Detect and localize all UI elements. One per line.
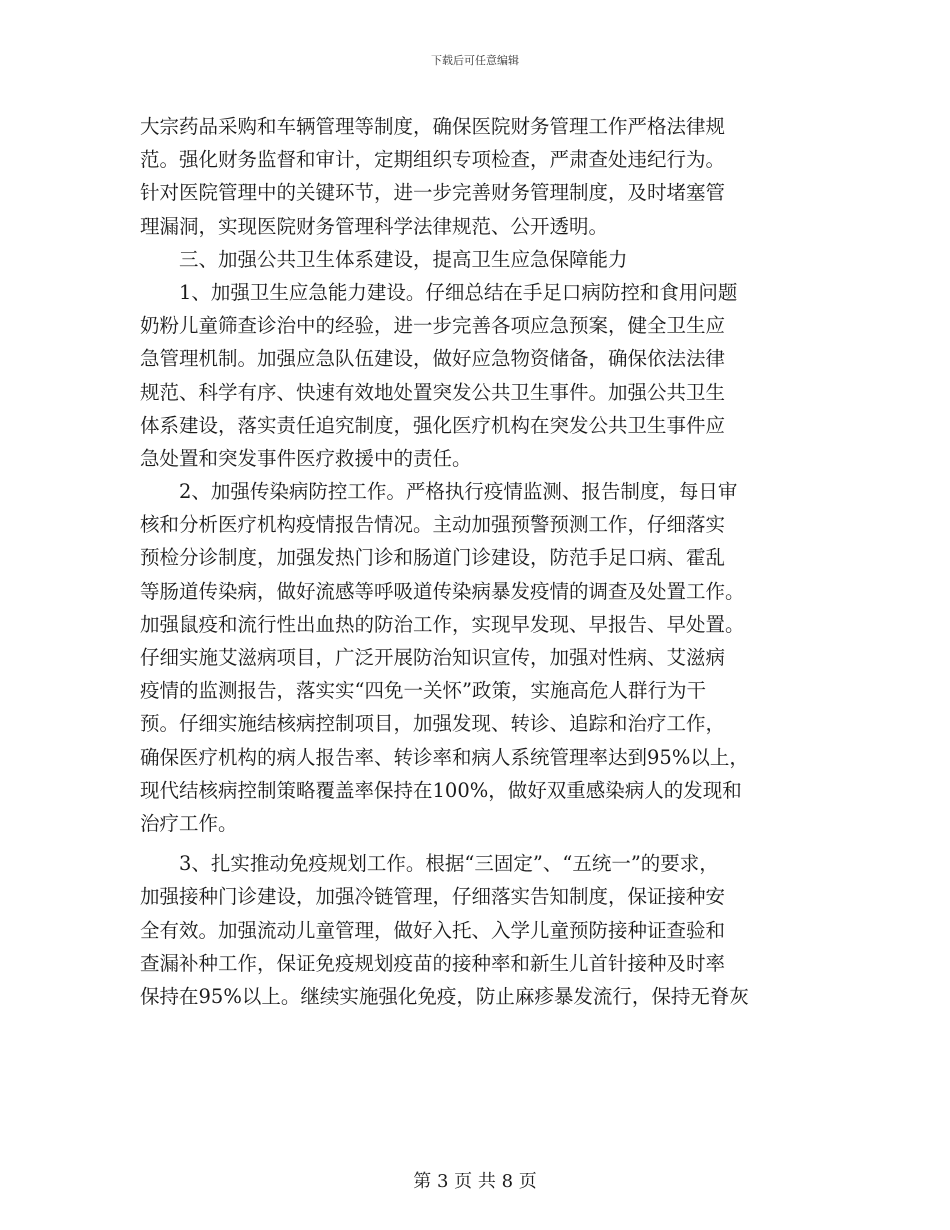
text-line: 加强鼠疫和流行性出血热的防治工作，实现早发现、早报告、早处置。 [140, 612, 745, 636]
text-line: 预。仔细实施结核病控制项目，加强发现、转诊、追踪和治疗工作， [140, 712, 726, 736]
text-line: 2、加强传染病防控工作。严格执行疫情监测、报告制度，每日审 [179, 480, 738, 504]
text-line: 全有效。加强流动儿童管理，做好入托、入学儿童预防接种证查验和 [140, 918, 726, 942]
text-line: 保持在95%以上。继续实施强化免疫，防止麻疹暴发流行，保持无脊灰 [140, 984, 749, 1008]
section-heading: 三、加强公共卫生体系建设，提高卫生应急保障能力 [179, 247, 628, 271]
text-line: 疫情的监测报告，落实实“四免一关怀”政策，实施高危人群行为干 [140, 679, 706, 703]
text-line: 现代结核病控制策略覆盖率保持在100%，做好双重感染病人的发现和 [140, 778, 742, 802]
page-number: 第 3 页 共 8 页 [413, 1171, 537, 1192]
text-line: 大宗药品采购和车辆管理等制度，确保医院财务管理工作严格法律规 [140, 115, 726, 138]
text-line: 仔细实施艾滋病项目，广泛开展防治知识宣传，加强对性病、艾滋病 [140, 646, 726, 669]
text-line: 等肠道传染病，做好流感等呼吸道传染病暴发疫情的调查及处置工作。 [140, 579, 745, 603]
page-header: 下载后可任意编辑 [431, 54, 519, 67]
text-line: 规范、科学有序、快速有效地处置突发公共卫生事件。加强公共卫生 [140, 380, 726, 404]
text-line: 范。强化财务监督和审计，定期组织专项检查，严肃查处违纪行为。 [140, 148, 726, 172]
text-line: 加强接种门诊建设，加强冷链管理，仔细落实告知制度，保证接种安 [140, 885, 726, 909]
text-line: 预检分诊制度，加强发热门诊和肠道门诊建设，防范手足口病、霍乱 [140, 546, 726, 570]
text-line: 治疗工作。 [140, 811, 238, 835]
text-line: 体系建设，落实责任追究制度，强化医疗机构在突发公共卫生事件应 [140, 413, 726, 437]
text-line: 核和分析医疗机构疫情报告情况。主动加强预警预测工作，仔细落实 [140, 513, 726, 537]
text-line: 确保医疗机构的病人报告率、转诊率和病人系统管理率达到95%以上， [140, 745, 749, 769]
text-line: 理漏洞，实现医院财务管理科学法律规范、公开透明。 [140, 214, 609, 238]
text-line: 针对医院管理中的关键环节，进一步完善财务管理制度，及时堵塞管 [140, 181, 726, 205]
text-line: 急管理机制。加强应急队伍建设，做好应急物资储备，确保依法法律 [140, 347, 726, 371]
document-body [140, 110, 820, 1013]
text-line: 查漏补种工作，保证免疫规划疫苗的接种率和新生儿首针接种及时率 [140, 951, 726, 975]
text-line: 3、扎实推动免疫规划工作。根据“三固定”、“五统一”的要求， [179, 852, 719, 876]
text-line: 急处置和突发事件医疗救援中的责任。 [140, 446, 472, 470]
text-line: 1、加强卫生应急能力建设。仔细总结在手足口病防控和食用问题 [179, 280, 738, 304]
text-line: 奶粉儿童筛查诊治中的经验，进一步完善各项应急预案，健全卫生应 [140, 314, 726, 338]
